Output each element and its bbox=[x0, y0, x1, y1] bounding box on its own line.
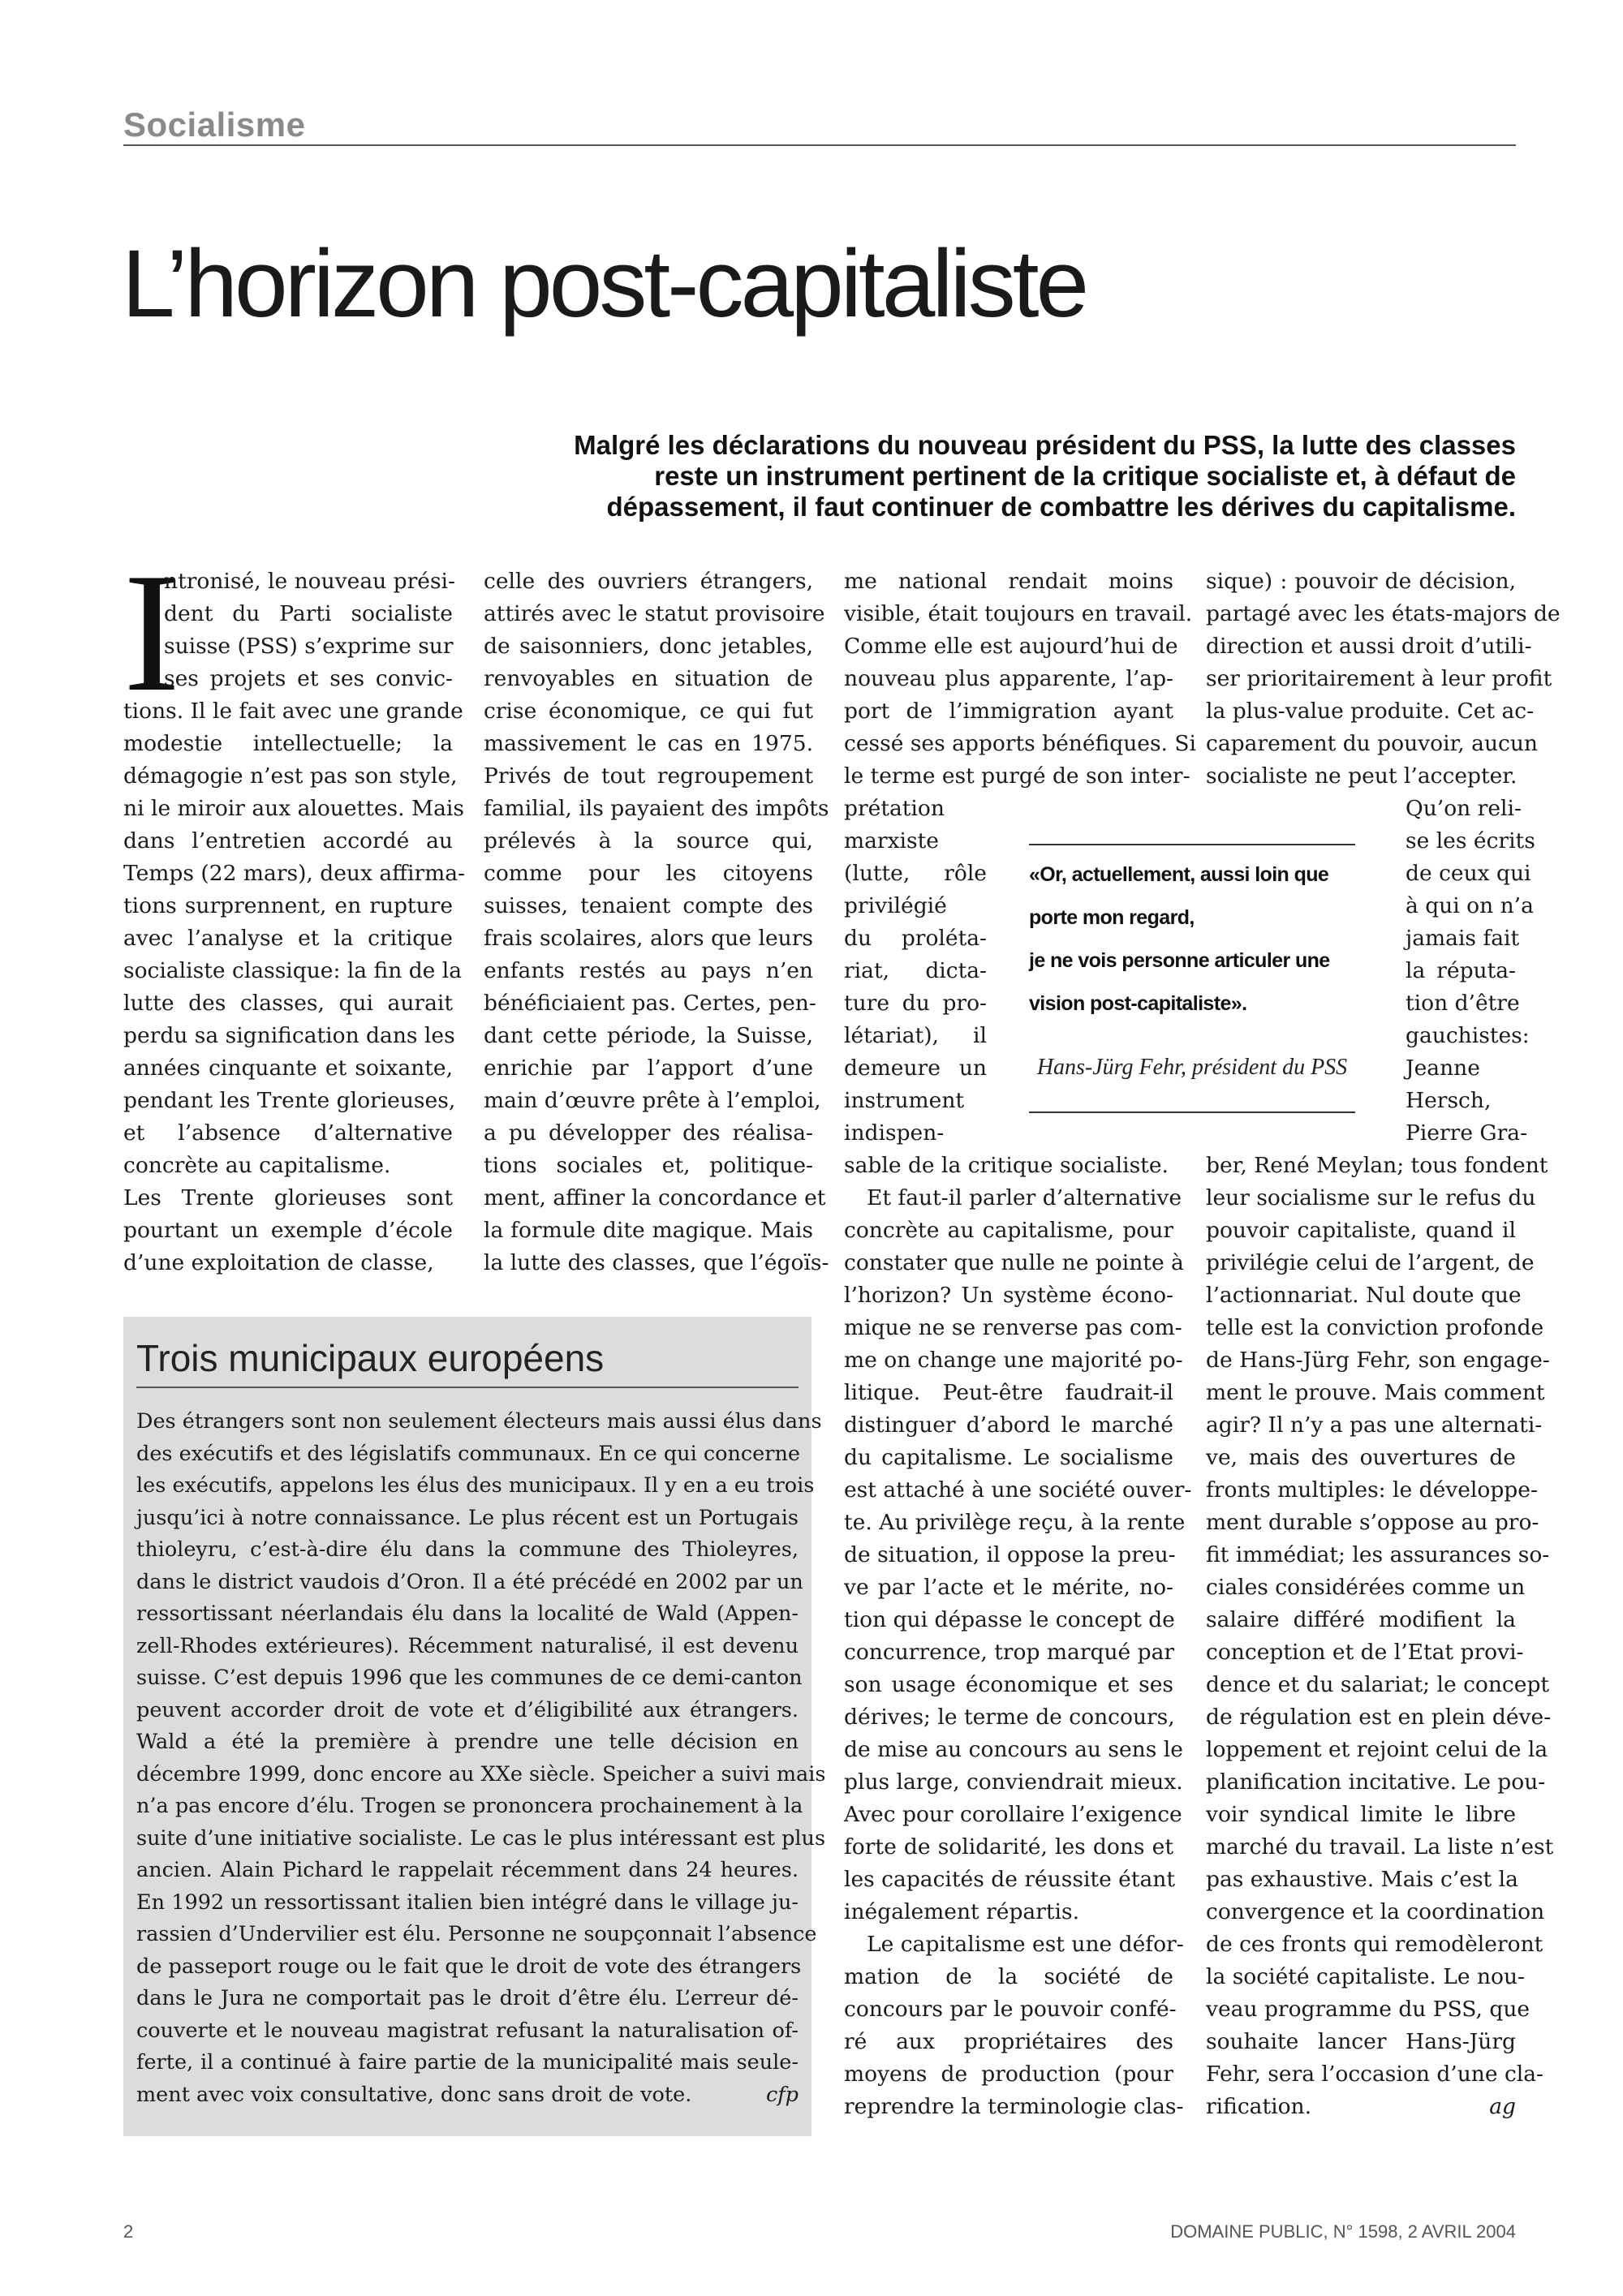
text-line: riat, dicta- bbox=[844, 958, 987, 983]
text-line: Comme elle est aujourd’hui de bbox=[844, 634, 1178, 659]
text-line: suisse (PSS) s’exprime sur bbox=[164, 634, 454, 659]
text-line: forte de solidarité, les dons et bbox=[844, 1834, 1173, 1860]
text-line: Hersch, bbox=[1406, 1088, 1492, 1113]
sidebar-text-line: jusqu’ici à notre connaissance. Le plus récent est un Portugais bbox=[136, 1505, 799, 1530]
text-line: fit immédiat; les assurances so- bbox=[1206, 1542, 1550, 1567]
text-line: est attaché à une société ouver- bbox=[844, 1477, 1192, 1503]
text-line: te. Au privilège reçu, à la rente bbox=[844, 1510, 1186, 1535]
text-line: indispen- bbox=[844, 1120, 945, 1146]
text-line: le terme est purgé de son inter- bbox=[844, 763, 1190, 789]
text-line: Privés de tout regroupement bbox=[484, 763, 813, 789]
text-line: ciales considérées comme un bbox=[1206, 1575, 1526, 1600]
text-line: massivement le cas en 1975. bbox=[484, 731, 813, 756]
text-line: Les Trente glorieuses sont bbox=[123, 1185, 453, 1210]
text-line: sable de la critique socialiste. bbox=[844, 1153, 1169, 1178]
sidebar-text bbox=[136, 1406, 826, 2111]
text-line: direction et aussi droit d’utili- bbox=[1206, 634, 1532, 659]
text-line: partagé avec les états-majors de bbox=[1206, 601, 1561, 626]
text-line: cessé ses apports bénéfiques. Si bbox=[844, 731, 1197, 756]
quote-line: porte mon regard, bbox=[1029, 906, 1195, 929]
sidebar-text-line: zell-Rhodes extérieures). Récemment naturalisé, il est devenu bbox=[136, 1633, 799, 1658]
text-line: la formule dite magique. Mais bbox=[484, 1218, 813, 1243]
text-line: lutte des classes, qui aurait bbox=[123, 991, 453, 1016]
article-column-3-top bbox=[844, 565, 1197, 793]
text-line: a pu développer des réalisa- bbox=[484, 1120, 813, 1146]
sidebar-text-line: suisse. C’est depuis 1996 que les communes de ce demi-canton bbox=[136, 1666, 803, 1690]
publication-info: DOMAINE PUBLIC, N° 1598, 2 AVRIL 2004 bbox=[1170, 2221, 1516, 2242]
text-line: ser prioritairement à leur profit bbox=[1206, 666, 1552, 691]
text-line: privilégie celui de l’argent, de bbox=[1206, 1250, 1535, 1275]
text-line: conception et de l’Etat provi- bbox=[1206, 1640, 1524, 1665]
text-line: plus large, conviendrait mieux. bbox=[844, 1769, 1183, 1795]
text-line: concrète au capitalisme, pour bbox=[844, 1218, 1173, 1243]
text-line: (lutte, rôle bbox=[844, 861, 987, 886]
text-line: prélevés à la source qui, bbox=[484, 828, 813, 853]
article-column-1 bbox=[123, 539, 466, 1279]
drop-cap: I bbox=[123, 539, 180, 727]
text-line: létariat), il bbox=[844, 1023, 987, 1048]
text-line: constater que nulle ne pointe à bbox=[844, 1250, 1184, 1275]
text-line: concurrence, trop marqué par bbox=[844, 1640, 1175, 1665]
text-line: celle des ouvriers étrangers, bbox=[484, 569, 813, 594]
text-line: mation de la société de bbox=[844, 1964, 1173, 1989]
text-line: pas exhaustive. Mais c’est la bbox=[1206, 1867, 1518, 1892]
quote-line: je ne vois personne articuler une bbox=[1029, 949, 1330, 972]
text-line: perdu sa signification dans les bbox=[123, 1023, 455, 1048]
text-line: Qu’on reli- bbox=[1406, 796, 1522, 821]
lead-line: reste un instrument pertinent de la critique socialiste et, à défaut de bbox=[654, 461, 1516, 491]
article-title: L’horizon post-capitaliste bbox=[122, 230, 1087, 338]
sidebar-text-line: En 1992 un ressortissant italien bien intégré dans le village ju- bbox=[136, 1890, 799, 1915]
text-line: à qui on n’a bbox=[1406, 893, 1534, 918]
text-line: marché du travail. La liste n’est bbox=[1206, 1834, 1554, 1860]
text-line: ve par l’acte et le mérite, no- bbox=[844, 1575, 1173, 1600]
text-line: ment, affiner la concordance et bbox=[484, 1185, 826, 1210]
text-line: convergence et la coordination bbox=[1206, 1899, 1545, 1924]
text-line: dence et du salariat; le concept bbox=[1206, 1672, 1550, 1697]
sidebar-signature: cfp bbox=[765, 2082, 799, 2107]
text-line: concrète au capitalisme. bbox=[123, 1153, 391, 1178]
text-line: les capacités de réussite étant bbox=[844, 1867, 1176, 1892]
text-line: de saisonniers, donc jetables, bbox=[484, 634, 813, 659]
text-line: gauchistes: bbox=[1406, 1023, 1530, 1048]
sidebar-text-line: rassien d’Undervilier est élu. Personne ne soupçonnait l’absence bbox=[136, 1922, 817, 1946]
text-line: agir? Il n’y a pas une alternati- bbox=[1206, 1412, 1543, 1438]
text-line: dent du Parti socialiste bbox=[164, 601, 453, 626]
text-line: reprendre la terminologie clas- bbox=[844, 2094, 1184, 2119]
text-line: visible, était toujours en travail. bbox=[844, 601, 1193, 626]
text-line: ve, mais des ouvertures de bbox=[1206, 1445, 1516, 1470]
sidebar-box bbox=[123, 1317, 826, 2136]
sidebar-text-line: Wald a été la première à prendre une telle décision en bbox=[136, 1730, 799, 1754]
text-line: voir syndical limite le libre bbox=[1206, 1802, 1516, 1827]
text-line: et l’absence d’alternative bbox=[123, 1120, 453, 1146]
text-line: attirés avec le statut provisoire bbox=[484, 601, 825, 626]
text-line: Jeanne bbox=[1406, 1056, 1480, 1081]
article-column-3-wrap bbox=[844, 793, 987, 1150]
sidebar-text-line: dans le Jura ne comportait pas le droit d’être élu. L’erreur dé- bbox=[136, 1986, 799, 2010]
sidebar-text-line: couverte et le nouveau magistrat refusant la naturalisation of- bbox=[136, 2018, 799, 2043]
text-line: d’une exploitation de classe, bbox=[123, 1250, 434, 1275]
text-line: de ces fronts qui remodèleront bbox=[1206, 1932, 1543, 1957]
text-line: du proléta- bbox=[844, 926, 987, 951]
text-line: du capitalisme. Le socialisme bbox=[844, 1445, 1173, 1470]
text-line: tions surprennent, en rupture bbox=[123, 893, 453, 918]
section-label: Socialisme bbox=[123, 105, 306, 144]
text-line: l’horizon? Un système écono- bbox=[844, 1283, 1173, 1308]
text-line: me national rendait moins bbox=[844, 569, 1173, 594]
text-line: Pierre Gra- bbox=[1406, 1120, 1528, 1146]
text-line: moyens de production (pour bbox=[844, 2062, 1173, 2087]
text-line: Temps (22 mars), deux affirma- bbox=[123, 861, 466, 886]
text-line: se les écrits bbox=[1406, 828, 1535, 853]
text-line: concours par le pouvoir confé- bbox=[844, 1997, 1177, 2022]
text-line: suisses, tenaient compte des bbox=[484, 893, 813, 918]
sidebar-text-line: de passeport rouge ou le fait que le droit de vote des étrangers bbox=[136, 1954, 802, 1979]
page-number: 2 bbox=[123, 2221, 134, 2242]
text-line: de ceux qui bbox=[1406, 861, 1531, 886]
quote-line: vision post-capitaliste». bbox=[1029, 992, 1247, 1015]
text-line: leur socialisme sur le refus du bbox=[1206, 1185, 1536, 1210]
text-line: familial, ils payaient des impôts bbox=[484, 796, 829, 821]
text-line: de régulation est en plein déve- bbox=[1206, 1705, 1552, 1730]
sidebar-text-line: décembre 1999, donc encore au XXe siècle. Speicher a suivi mais bbox=[136, 1761, 826, 1786]
sidebar-text-line: ferte, il a continué à faire partie de la municipalité mais seule- bbox=[136, 2050, 799, 2075]
text-line: inégalement répartis. bbox=[844, 1899, 1080, 1924]
text-line: mique ne se renverse pas com- bbox=[844, 1315, 1182, 1340]
text-line: son usage économique et ses bbox=[844, 1672, 1173, 1697]
text-line: veau programme du PSS, que bbox=[1206, 1997, 1530, 2022]
text-line: de Hans-Jürg Fehr, son engage- bbox=[1206, 1348, 1550, 1373]
text-line: enfants restés au pays n’en bbox=[484, 958, 813, 983]
text-line: dérives; le terme de concours, bbox=[844, 1705, 1175, 1730]
text-line: me on change une majorité po- bbox=[844, 1348, 1183, 1373]
text-line: tions. Il le fait avec une grande bbox=[123, 699, 463, 724]
quote-attribution: Hans-Jürg Fehr, président du PSS bbox=[1036, 1055, 1348, 1080]
text-line: ni le miroir aux alouettes. Mais bbox=[123, 796, 464, 821]
text-line: ber, René Meylan; tous fondent bbox=[1206, 1153, 1548, 1178]
text-line: la réputa- bbox=[1406, 958, 1516, 983]
text-line: rification. ag bbox=[1206, 2091, 1516, 2123]
text-line: modestie intellectuelle; la bbox=[123, 731, 453, 756]
text-line: Et faut-il parler d’alternative bbox=[867, 1185, 1182, 1210]
text-line: la plus-value produite. Cet ac- bbox=[1206, 699, 1535, 724]
sidebar-text-line: les exécutifs, appelons les élus des municipaux. Il y en a eu trois bbox=[136, 1473, 815, 1498]
text-line: tion qui dépasse le concept de bbox=[844, 1607, 1175, 1632]
text-line: socialiste classique: la fin de la bbox=[123, 958, 463, 983]
quote-line: «Or, actuellement, aussi loin que bbox=[1029, 863, 1329, 886]
text-line: Le capitalisme est une défor- bbox=[867, 1932, 1184, 1957]
sidebar-text-line: dans le district vaudois d’Oron. Il a été précédé en 2002 par un bbox=[136, 1569, 803, 1594]
text-line: comme pour les citoyens bbox=[484, 861, 813, 886]
quote-rule-bottom bbox=[1029, 1111, 1355, 1113]
text-line: jamais fait bbox=[1406, 926, 1520, 951]
sidebar-text-line: Des étrangers sont non seulement électeurs mais aussi élus dans bbox=[136, 1409, 822, 1434]
text-line: dant cette période, la Suisse, bbox=[484, 1023, 813, 1048]
sidebar-text-line: peuvent accorder droit de vote et d’éligibilité aux étrangers. bbox=[136, 1697, 799, 1722]
text-line: distinguer d’abord le marché bbox=[844, 1412, 1173, 1438]
sidebar-text-line: des exécutifs et des législatifs communaux. En ce qui concerne bbox=[136, 1441, 800, 1466]
text-line: Avec pour corollaire l’exigence bbox=[844, 1802, 1182, 1827]
article-column-4-bottom bbox=[1206, 1150, 1554, 2123]
sidebar-text-line: ment avec voix consultative, donc sans droit de vote. cfp bbox=[136, 2079, 799, 2112]
text-line: pendant les Trente glorieuses, bbox=[123, 1088, 456, 1113]
text-line: souhaite lancer Hans-Jürg bbox=[1206, 2029, 1516, 2054]
text-line: fronts multiples: le développe- bbox=[1206, 1477, 1538, 1503]
text-line: de mise au concours au sens le bbox=[844, 1737, 1183, 1762]
text-line: marxiste bbox=[844, 828, 939, 853]
text-line: années cinquante et soixante, bbox=[123, 1056, 453, 1081]
sidebar-text-line: thioleyru, c’est-à-dire élu dans la commune des Thioleyres, bbox=[136, 1537, 799, 1562]
text-line: planification incitative. Le pou- bbox=[1206, 1769, 1546, 1795]
text-line: bénéficiaient pas. Certes, pen- bbox=[484, 991, 816, 1016]
text-line: enrichie par l’apport d’une bbox=[484, 1056, 813, 1081]
lead-line: dépassement, il faut continuer de combattre les dérives du capitalisme. bbox=[606, 492, 1516, 522]
pull-quote bbox=[1029, 853, 1355, 1025]
text-line: telle est la conviction profonde bbox=[1206, 1315, 1544, 1340]
text-line: pouvoir capitaliste, quand il bbox=[1206, 1218, 1516, 1243]
sidebar-text-line: ressortissant néerlandais élu dans la localité de Wald (Appen- bbox=[136, 1602, 799, 1626]
text-line: socialiste ne peut l’accepter. bbox=[1206, 763, 1518, 789]
author-signature: ag bbox=[1489, 2094, 1516, 2119]
text-line: renvoyables en situation de bbox=[484, 666, 813, 691]
text-line: ture du pro- bbox=[844, 991, 987, 1016]
article-column-3-bottom bbox=[844, 1150, 1192, 2123]
text-line: main d’œuvre prête à l’emploi, bbox=[484, 1088, 821, 1113]
lead-line: Malgré les déclarations du nouveau président du PSS, la lutte des classes bbox=[574, 430, 1516, 460]
text-line: avec l’analyse et la critique bbox=[123, 926, 453, 951]
text-line: nouveau plus apparente, l’ap- bbox=[844, 666, 1173, 691]
text-line: de situation, il oppose la preu- bbox=[844, 1542, 1176, 1567]
text-line: ses projets et ses convic- bbox=[164, 666, 453, 691]
text-line: sique) : pouvoir de décision, bbox=[1206, 569, 1516, 594]
article-column-4-top bbox=[1206, 565, 1561, 793]
text-line: tion d’être bbox=[1406, 991, 1520, 1016]
text-line: port de l’immigration ayant bbox=[844, 699, 1173, 724]
text-line: ré aux propriétaires des bbox=[844, 2029, 1173, 2054]
sidebar-text-line: suite d’une initiative socialiste. Le cas le plus intéressant est plus bbox=[136, 1825, 826, 1851]
text-line: prétation bbox=[844, 796, 945, 821]
text-line: ment durable s’oppose au pro- bbox=[1206, 1510, 1539, 1535]
text-line: dans l’entretien accordé au bbox=[123, 828, 453, 853]
text-line: démagogie n’est pas son style, bbox=[123, 763, 458, 789]
text-line: crise économique, ce qui fut bbox=[484, 699, 813, 724]
article-column-2 bbox=[484, 565, 829, 1279]
sidebar-rule bbox=[136, 1387, 799, 1388]
text-line: privilégié bbox=[844, 893, 947, 918]
text-line: ntronisé, le nouveau prési- bbox=[164, 569, 455, 594]
sidebar-title: Trois municipaux européens bbox=[136, 1337, 605, 1379]
text-line: tions sociales et, politique- bbox=[484, 1153, 813, 1178]
text-line: l’actionnariat. Nul doute que bbox=[1206, 1283, 1522, 1308]
article-lead bbox=[325, 430, 1516, 522]
text-line: Fehr, sera l’occasion d’une cla- bbox=[1206, 2062, 1544, 2087]
quote-rule-top bbox=[1029, 844, 1355, 845]
text-line: ment le prouve. Mais comment bbox=[1206, 1380, 1545, 1405]
text-line: la lutte des classes, que l’égoïs- bbox=[484, 1250, 829, 1275]
text-line: instrument bbox=[844, 1088, 965, 1113]
text-line: demeure un bbox=[844, 1056, 987, 1081]
text-line: la société capitaliste. Le nou- bbox=[1206, 1964, 1526, 1989]
text-line: caparement du pouvoir, aucun bbox=[1206, 731, 1538, 756]
section-header bbox=[123, 104, 1516, 146]
text-line: frais scolaires, alors que leurs bbox=[484, 926, 813, 951]
text-line: litique. Peut-être faudrait-il bbox=[844, 1380, 1173, 1405]
text-line: salaire différé modifient la bbox=[1206, 1607, 1516, 1632]
sidebar-text-line: n’a pas encore d’élu. Trogen se prononcera prochainement à la bbox=[136, 1794, 803, 1818]
text-line: loppement et rejoint celui de la bbox=[1206, 1737, 1548, 1762]
article-column-4-wrap bbox=[1406, 793, 1535, 1150]
text-line: pourtant un exemple d’école bbox=[123, 1218, 453, 1243]
sidebar-text-line: ancien. Alain Pichard le rappelait récemment dans 24 heures. bbox=[136, 1858, 799, 1882]
